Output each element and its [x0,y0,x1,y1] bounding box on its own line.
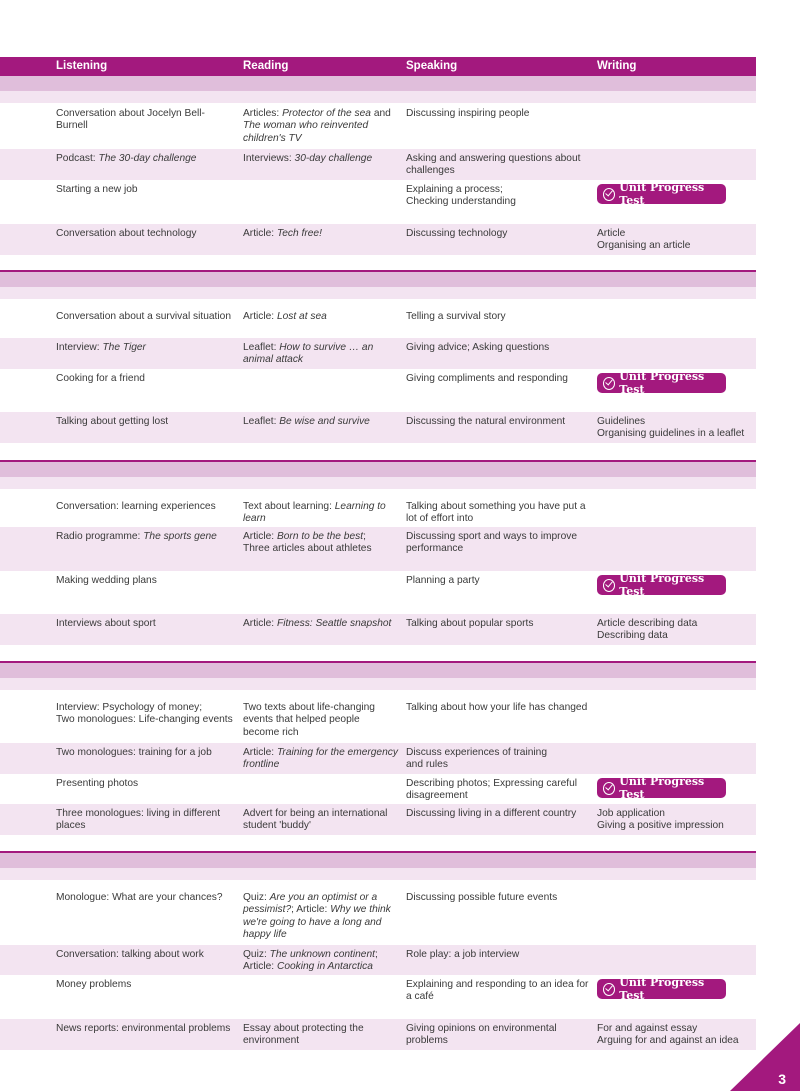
speaking-cell: Talking about how your life has changed [406,702,588,713]
writing-cell: Article Organising an article [597,228,691,252]
listening-cell: Two monologues: training for a job [56,747,212,758]
unit-title-band [0,462,756,477]
speaking-cell: Explaining and responding to an idea for a café [406,979,589,1003]
listening-cell: News reports: environmental problems [56,1023,231,1034]
speaking-cell: Describing photos; Expressing careful disagreement [406,778,578,802]
reading-cell: Leaflet: How to survive … an animal attack [243,342,374,366]
writing-cell: Article describing data Describing data [597,618,698,642]
listening-cell: Making wedding plans [56,575,157,586]
reading-cell: Quiz: Are you an optimist or a pessimist?; Article: Why we think we're going to have a long and happy life [243,892,391,940]
speaking-cell: Telling a survival story [406,311,506,322]
reading-cell: Article: Tech free! [243,228,322,239]
check-circle-icon [603,579,615,592]
listening-cell: Podcast: The 30-day challenge [56,153,197,164]
table-row [0,698,756,743]
listening-cell: Interviews about sport [56,618,156,629]
listening-cell: Presenting photos [56,778,139,789]
listening-cell: Monologue: What are your chances? [56,892,223,903]
listening-cell: Conversation about a survival situation [56,311,231,322]
table-row [0,224,756,255]
table-row [0,338,756,369]
listening-cell: Conversation: talking about work [56,949,204,960]
unit-title-band [0,76,756,91]
table-header [0,57,756,76]
speaking-cell: Explaining a process; Checking understanding [406,184,516,208]
speaking-cell: Giving opinions on environmental problems [406,1023,557,1047]
check-circle-icon [603,782,615,795]
speaking-cell: Planning a party [406,575,480,586]
speaking-cell: Role play: a job interview [406,949,520,960]
listening-cell: Three monologues: living in different places [56,808,221,832]
reading-cell: Advert for being an international student 'buddy' [243,808,388,832]
unit-progress-test-badge [597,181,726,207]
table-row [0,614,756,645]
listening-cell: Interview: The Tiger [56,342,146,353]
unit-title-band [0,853,756,868]
listening-cell: Interview: Psychology of money; Two monologues: Life-changing events [56,702,233,726]
writing-cell: Job application Giving a positive impression [597,808,724,832]
speaking-cell: Discussing living in a different country [406,808,577,819]
speaking-cell: Discussing sport and ways to improve performance [406,531,577,555]
table-row [0,1019,756,1050]
table-row [0,149,756,180]
reading-cell: Leaflet: Be wise and survive [243,416,370,427]
unit-progress-test-label: Unit Progress Test [619,976,705,1002]
table-row [0,497,756,528]
unit-progress-test-badge [597,775,726,801]
table-row [0,945,756,975]
unit-subtitle-band [0,678,756,690]
listening-cell: Conversation about Jocelyn Bell-Burnell [56,108,205,132]
reading-cell: Interviews: 30-day challenge [243,153,373,164]
listening-cell: Talking about getting lost [56,416,169,427]
check-circle-icon [603,188,615,201]
listening-cell: Money problems [56,979,132,990]
speaking-cell: Discussing the natural environment [406,416,566,427]
unit-subtitle-band [0,868,756,880]
speaking-cell: Talking about popular sports [406,618,534,629]
header-writing: Writing [597,60,637,72]
reading-cell: Article: Lost at sea [243,311,327,322]
speaking-cell: Discuss experiences of training and rules [406,747,547,771]
table-row [0,743,756,774]
unit-title-band [0,272,756,287]
header-speaking: Speaking [406,60,458,72]
table-row [0,888,756,945]
unit-progress-test-badge [597,370,726,396]
speaking-cell: Discussing technology [406,228,508,239]
speaking-cell: Talking about something you have put a lot of effort into [406,501,586,525]
listening-cell: Starting a new job [56,184,138,195]
unit-subtitle-band [0,477,756,489]
unit-progress-test-label: Unit Progress Test [619,775,705,801]
unit-progress-test-badge [597,976,726,1002]
speaking-cell: Giving compliments and responding [406,373,568,384]
page-number: 3 [778,1071,786,1087]
reading-cell: Text about learning: Learning to learn [243,501,386,525]
listening-cell: Cooking for a friend [56,373,145,384]
reading-cell: Articles: Protector of the sea and The woman who reinvented children's TV [243,108,391,144]
page-corner [730,1023,800,1091]
unit-subtitle-band [0,287,756,299]
unit-progress-test-label: Unit Progress Test [619,181,705,207]
unit-progress-test-badge [597,572,726,598]
speaking-cell: Giving advice; Asking questions [406,342,550,353]
reading-cell: Essay about protecting the environment [243,1023,364,1047]
speaking-cell: Asking and answering questions about challenges [406,153,581,177]
reading-cell: Two texts about life-changing events that helped people become rich [243,702,375,738]
header-reading: Reading [243,60,289,72]
writing-cell: For and against essay Arguing for and against an idea [597,1023,739,1047]
reading-cell: Article: Training for the emergency frontline [243,747,398,771]
reading-cell: Article: Born to be the best; Three articles about athletes [243,531,372,555]
check-circle-icon [603,983,615,996]
unit-progress-test-label: Unit Progress Test [619,370,705,396]
writing-cell: Guidelines Organising guidelines in a leaflet [597,416,745,440]
reading-cell: Article: Fitness: Seattle snapshot [243,618,392,629]
listening-cell: Conversation about technology [56,228,197,239]
table-row [0,307,756,338]
reading-cell: Quiz: The unknown continent; Article: Cooking in Antarctica [243,949,378,973]
unit-subtitle-band [0,91,756,103]
header-listening: Listening [56,60,108,72]
speaking-cell: Discussing inspiring people [406,108,530,119]
listening-cell: Radio programme: The sports gene [56,531,217,542]
speaking-cell: Discussing possible future events [406,892,558,903]
table-row [0,527,756,571]
table-row [0,412,756,443]
unit-title-band [0,663,756,678]
listening-cell: Conversation: learning experiences [56,501,216,512]
table-row [0,804,756,835]
unit-progress-test-label: Unit Progress Test [619,572,705,598]
table-row [0,104,756,149]
check-circle-icon [603,377,615,390]
